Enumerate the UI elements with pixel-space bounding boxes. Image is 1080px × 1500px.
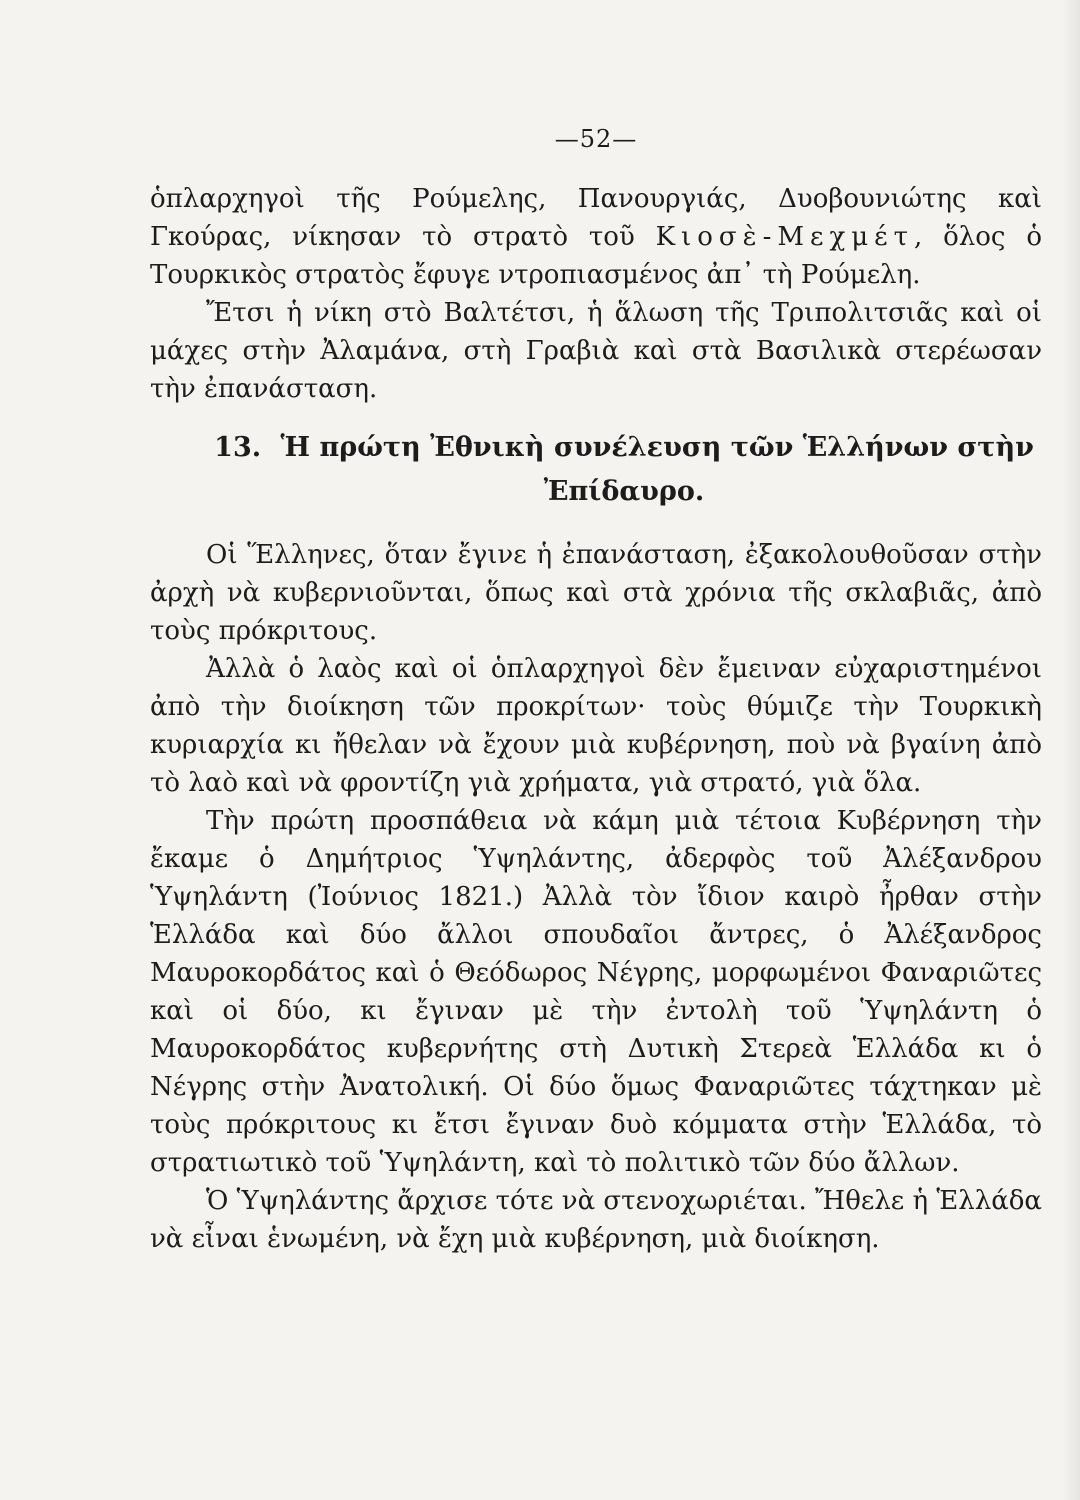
paragraph-2: Ἔτσι ἡ νίκη στὸ Βαλτέτσι, ἡ ἅλωση τῆς Τριπολιτσιᾶς καὶ οἱ μάχες στὴν Ἀλαμάνα, στὴ Γραβιὰ καὶ στὰ Βασιλικὰ στερέωσαν τὴν ἐπανάσταση. — [150, 298, 1042, 404]
paragraph-4: Ἀλλὰ ὁ λαὸς καὶ οἱ ὁπλαρχηγοὶ δὲν ἔμειναν εὐχαριστημένοι ἀπὸ τὴν διοίκηση τῶν προκρίτων· τοὺς θύμιζε τὴν Τουρκικὴ κυριαρχία κι ἤθελαν νὰ ἔχουν μιὰ κυβέρνηση, ποὺ νὰ βγαίνη ἀπὸ τὸ λαὸ καὶ νὰ φροντίζη γιὰ χρήματα, γιὰ στρατό, γιὰ ὅλα. — [150, 654, 1042, 798]
paragraph-5: Τὴν πρώτη προσπάθεια νὰ κάμη μιὰ τέτοια Κυβέρνηση τὴν ἔκαμε ὁ Δημήτριος Ὑψηλάντης, ἀδερφὸς τοῦ Ἀλέξανδρου Ὑψηλάντη (Ἰούνιος 1821.) Ἀλλὰ τὸν ἴδιον καιρὸ ἦρθαν στὴν Ἑλλάδα καὶ δύο ἄλλοι σπουδαῖοι ἄντρες, ὁ Ἀλέξανδρος Μαυροκορδάτος καὶ ὁ Θεόδωρος Νέγρης, μορφωμένοι Φαναριῶτες καὶ οἱ δύο, κι ἔγιναν μὲ τὴν ἐντολὴ τοῦ Ὑψηλάντη ὁ Μαυροκορδάτος κυβερνήτης στὴ Δυτικὴ Στερεὰ Ἑλλάδα κι ὁ Νέγρης στὴν Ἀνατολική. Οἱ δύο ὅμως Φαναριῶτες τάχτηκαν μὲ τοὺς πρόκριτους κι ἔτσι ἔγιναν δυὸ κόμματα στὴν Ἑλλάδα, τὸ στρατιωτικὸ τοῦ Ὑψηλάντη, καὶ τὸ πολιτικὸ τῶν δύο ἄλλων. — [150, 806, 1042, 1178]
paragraph-1-end: , ὅλος ὁ Τουρκικὸς στρατὸς ἔφυγε ντροπιασμένος ἀπ᾽ τὴ Ρούμελη. — [150, 222, 1042, 290]
spaced-name: Κιοσὲ-Μεχμέτ — [655, 222, 914, 252]
page-number: —52— — [554, 125, 638, 153]
section-number: 13. — [214, 432, 262, 463]
page-content — [150, 120, 1042, 1258]
page-edge-shadow — [1062, 0, 1080, 1500]
paragraph-1 — [150, 180, 1042, 294]
section-heading — [150, 426, 1042, 514]
paragraph-6: Ὁ Ὑψηλάντης ἄρχισε τότε νὰ στενοχωριέται. Ἤθελε ἡ Ἑλλάδα νὰ εἶναι ἑνωμένη, νὰ ἔχη μιὰ κυβέρνηση, μιὰ διοίκηση. — [150, 1186, 1042, 1254]
paragraph-1-start: ὁπλαρχηγοὶ τῆς Ρούμελης, Πανουργιάς, Δυοβουνιώτης καὶ Γκούρας, νίκησαν τὸ στρατὸ τοῦ — [150, 184, 1042, 252]
paragraph-3: Οἱ Ἕλληνες, ὅταν ἔγινε ἡ ἐπανάσταση, ἐξακολουθοῦσαν στὴν ἀρχὴ νὰ κυβερνιοῦνται, ὅπως καὶ στὰ χρόνια τῆς σκλαβιᾶς, ἀπὸ τοὺς πρόκριτους. — [150, 540, 1042, 646]
section-title: Ἡ πρώτη Ἐθνικὴ συνέλευση τῶν Ἑλλήνων στὴν Ἐπίδαυρο. — [280, 432, 1034, 507]
